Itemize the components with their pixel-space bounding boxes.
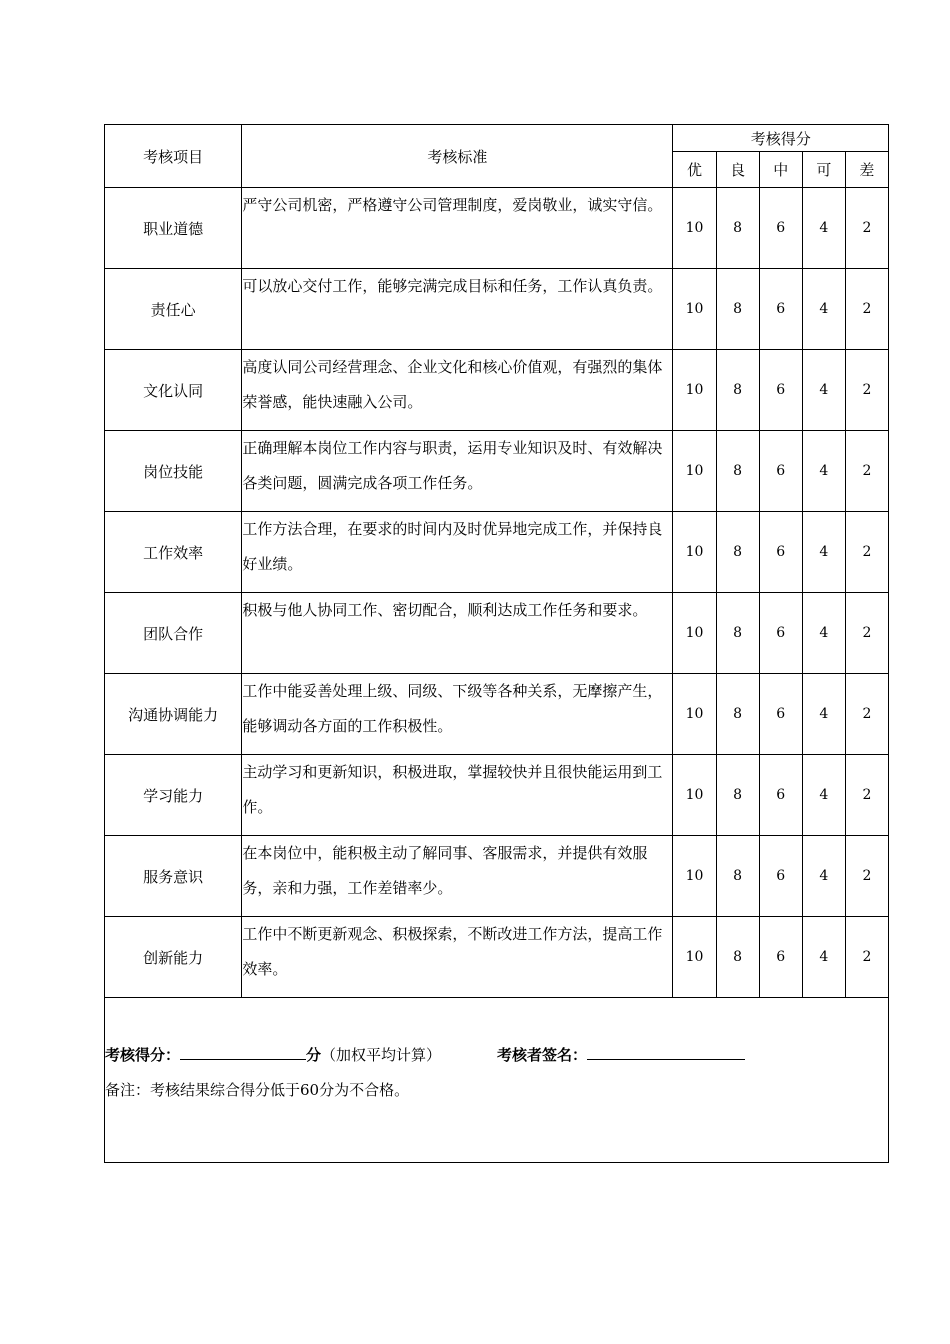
score-poor: 2 <box>845 188 888 269</box>
criterion-standard: 正确理解本岗位工作内容与职责，运用专业知识及时、有效解决各类问题，圆满完成各项工作任务。 <box>242 431 673 512</box>
score-method: （加权平均计算） <box>321 1046 442 1064</box>
table-row <box>105 350 889 431</box>
score-good: 8 <box>716 350 759 431</box>
score-average: 6 <box>759 917 802 998</box>
score-average: 6 <box>759 836 802 917</box>
score-poor: 2 <box>845 755 888 836</box>
score-fair: 4 <box>802 917 845 998</box>
score-label: 考核得分： <box>105 1046 181 1064</box>
header-item: 考核项目 <box>105 125 242 188</box>
criterion-name: 服务意识 <box>105 836 242 917</box>
score-excellent: 10 <box>673 512 716 593</box>
score-good: 8 <box>716 917 759 998</box>
score-fair: 4 <box>802 836 845 917</box>
score-excellent: 10 <box>673 269 716 350</box>
criterion-name: 责任心 <box>105 269 242 350</box>
footer-score-line <box>105 1044 888 1065</box>
criterion-name: 学习能力 <box>105 755 242 836</box>
score-good: 8 <box>716 269 759 350</box>
score-unit: 分 <box>306 1046 322 1064</box>
criterion-name: 团队合作 <box>105 593 242 674</box>
score-excellent: 10 <box>673 431 716 512</box>
score-poor: 2 <box>845 512 888 593</box>
table-row <box>105 431 889 512</box>
score-fair: 4 <box>802 269 845 350</box>
score-average: 6 <box>759 350 802 431</box>
table-row <box>105 836 889 917</box>
score-good: 8 <box>716 188 759 269</box>
criterion-standard: 工作中能妥善处理上级、同级、下级等各种关系，无摩擦产生，能够调动各方面的工作积极性。 <box>242 674 673 755</box>
table-row <box>105 269 889 350</box>
criterion-standard: 可以放心交付工作，能够完满完成目标和任务，工作认真负责。 <box>242 269 673 350</box>
score-fair: 4 <box>802 755 845 836</box>
score-good: 8 <box>716 674 759 755</box>
header-standard: 考核标准 <box>242 125 673 188</box>
score-excellent: 10 <box>673 593 716 674</box>
table-row <box>105 593 889 674</box>
score-excellent: 10 <box>673 350 716 431</box>
score-poor: 2 <box>845 269 888 350</box>
score-poor: 2 <box>845 350 888 431</box>
table-row <box>105 917 889 998</box>
header-level-fair: 可 <box>802 152 845 188</box>
score-poor: 2 <box>845 917 888 998</box>
criterion-standard: 主动学习和更新知识，积极进取，掌握较快并且很快能运用到工作。 <box>242 755 673 836</box>
score-good: 8 <box>716 593 759 674</box>
score-good: 8 <box>716 836 759 917</box>
score-good: 8 <box>716 512 759 593</box>
score-average: 6 <box>759 593 802 674</box>
criterion-name: 职业道德 <box>105 188 242 269</box>
score-good: 8 <box>716 431 759 512</box>
criterion-name: 工作效率 <box>105 512 242 593</box>
score-excellent: 10 <box>673 917 716 998</box>
signature-blank-field[interactable] <box>587 1045 745 1060</box>
table-row <box>105 512 889 593</box>
score-average: 6 <box>759 755 802 836</box>
score-excellent: 10 <box>673 674 716 755</box>
criterion-standard: 在本岗位中，能积极主动了解同事、客服需求，并提供有效服务，亲和力强，工作差错率少。 <box>242 836 673 917</box>
score-blank-field[interactable] <box>180 1045 306 1060</box>
signer-label: 考核者签名： <box>497 1046 588 1064</box>
score-poor: 2 <box>845 836 888 917</box>
table-row <box>105 188 889 269</box>
score-poor: 2 <box>845 674 888 755</box>
evaluation-table <box>104 124 889 1163</box>
criterion-standard: 工作方法合理，在要求的时间内及时优异地完成工作，并保持良好业绩。 <box>242 512 673 593</box>
score-average: 6 <box>759 269 802 350</box>
criterion-standard: 严守公司机密，严格遵守公司管理制度，爱岗敬业，诚实守信。 <box>242 188 673 269</box>
criterion-standard: 积极与他人协同工作、密切配合，顺利达成工作任务和要求。 <box>242 593 673 674</box>
header-score-group: 考核得分 <box>673 125 889 152</box>
criterion-name: 文化认同 <box>105 350 242 431</box>
footer-note: 备注：考核结果综合得分低于60分为不合格。 <box>105 1081 410 1099</box>
table-row <box>105 674 889 755</box>
score-fair: 4 <box>802 593 845 674</box>
header-row-1 <box>105 125 889 152</box>
criterion-name: 沟通协调能力 <box>105 674 242 755</box>
score-excellent: 10 <box>673 755 716 836</box>
score-average: 6 <box>759 431 802 512</box>
criterion-standard: 工作中不断更新观念、积极探索，不断改进工作方法，提高工作效率。 <box>242 917 673 998</box>
table-row <box>105 755 889 836</box>
criterion-name: 岗位技能 <box>105 431 242 512</box>
score-fair: 4 <box>802 512 845 593</box>
score-excellent: 10 <box>673 188 716 269</box>
score-fair: 4 <box>802 674 845 755</box>
header-level-good: 良 <box>716 152 759 188</box>
score-fair: 4 <box>802 431 845 512</box>
header-level-poor: 差 <box>845 152 888 188</box>
footer-row <box>105 998 889 1163</box>
score-poor: 2 <box>845 431 888 512</box>
score-average: 6 <box>759 674 802 755</box>
score-fair: 4 <box>802 188 845 269</box>
score-excellent: 10 <box>673 836 716 917</box>
header-level-excellent: 优 <box>673 152 716 188</box>
footer-cell <box>105 998 889 1163</box>
header-level-average: 中 <box>759 152 802 188</box>
score-average: 6 <box>759 512 802 593</box>
score-good: 8 <box>716 755 759 836</box>
score-fair: 4 <box>802 350 845 431</box>
score-average: 6 <box>759 188 802 269</box>
criterion-name: 创新能力 <box>105 917 242 998</box>
criterion-standard: 高度认同公司经营理念、企业文化和核心价值观，有强烈的集体荣誉感，能快速融入公司。 <box>242 350 673 431</box>
score-poor: 2 <box>845 593 888 674</box>
